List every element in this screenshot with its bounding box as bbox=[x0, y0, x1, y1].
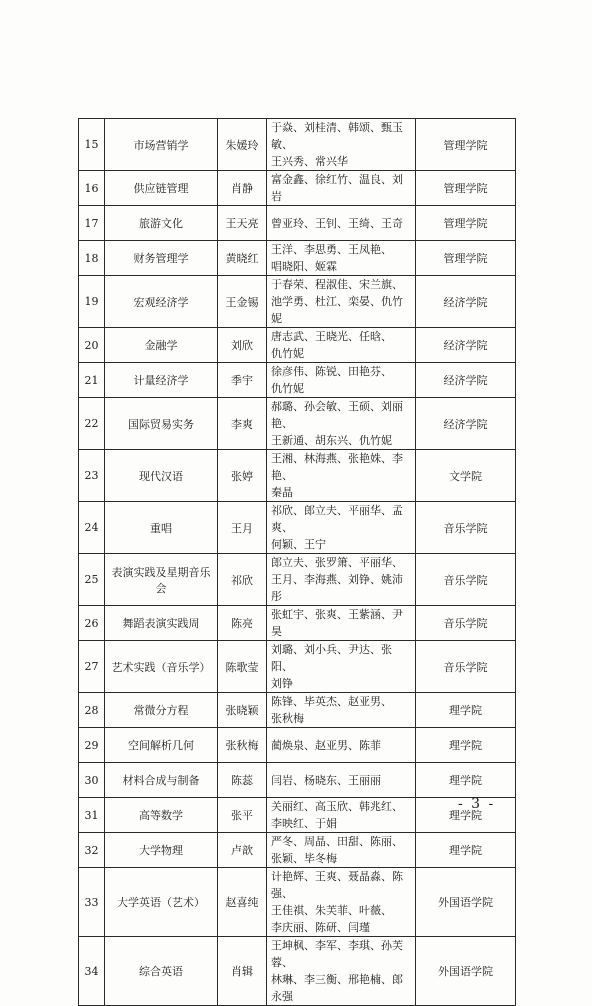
course-name: 大学英语（艺术） bbox=[105, 868, 218, 937]
college: 理学院 bbox=[416, 833, 516, 868]
member-line: 闫岩、杨晓东、王丽丽 bbox=[271, 773, 381, 787]
row-number: 19 bbox=[79, 276, 105, 328]
team-members bbox=[267, 606, 416, 641]
course-name: 现代汉语 bbox=[105, 450, 218, 502]
college: 理学院 bbox=[416, 798, 516, 833]
course-name: 计量经济学 bbox=[105, 363, 218, 398]
course-name: 旅游文化 bbox=[105, 206, 218, 241]
member-line: 徐彦伟、陈锐、田艳芬、 bbox=[271, 365, 392, 378]
team-members bbox=[267, 554, 416, 606]
college: 音乐学院 bbox=[416, 554, 516, 606]
table-row bbox=[79, 763, 516, 798]
course-name: 国际贸易实务 bbox=[105, 398, 218, 450]
member-line: 祁欣、郎立夫、平丽华、孟爽、 bbox=[271, 504, 403, 534]
table-row bbox=[79, 833, 516, 868]
team-leader: 肖静 bbox=[218, 171, 267, 206]
member-line: 池学勇、杜江、栾晏、仇竹妮 bbox=[271, 295, 403, 325]
college: 音乐学院 bbox=[416, 641, 516, 693]
college: 音乐学院 bbox=[416, 502, 516, 554]
course-name: 高等数学 bbox=[105, 798, 218, 833]
member-line: 张颖、毕冬梅 bbox=[271, 852, 337, 865]
table-row bbox=[79, 641, 516, 693]
table-row bbox=[79, 171, 516, 206]
course-name: 舞蹈表演实践周 bbox=[105, 606, 218, 641]
member-line: 王月、李海燕、刘铮、姚沛彤 bbox=[271, 573, 403, 603]
page-number: - 3 - bbox=[458, 796, 496, 812]
team-leader: 陈歌莹 bbox=[218, 641, 267, 693]
row-number: 29 bbox=[79, 728, 105, 763]
member-line: 郝璐、孙会敏、王硕、刘丽艳、 bbox=[271, 400, 403, 430]
table-row bbox=[79, 119, 516, 171]
table-row bbox=[79, 241, 516, 276]
team-members bbox=[267, 119, 416, 171]
team-leader: 陈蕊 bbox=[218, 763, 267, 798]
team-leader: 张秋梅 bbox=[218, 728, 267, 763]
member-line: 陈锋、毕英杰、赵亚男、 bbox=[271, 695, 392, 708]
college: 外国语学院 bbox=[416, 868, 516, 937]
college: 理学院 bbox=[416, 728, 516, 763]
member-line: 曾亚玲、王钊、王绮、王奇 bbox=[271, 216, 403, 230]
team-leader: 张晓颖 bbox=[218, 693, 267, 728]
team-leader: 王金锡 bbox=[218, 276, 267, 328]
college: 经济学院 bbox=[416, 363, 516, 398]
college: 音乐学院 bbox=[416, 606, 516, 641]
team-leader: 刘欣 bbox=[218, 328, 267, 363]
team-leader: 季宇 bbox=[218, 363, 267, 398]
college: 外国语学院 bbox=[416, 937, 516, 1006]
team-members bbox=[267, 276, 416, 328]
team-members bbox=[267, 728, 416, 763]
team-members bbox=[267, 641, 416, 693]
team-members bbox=[267, 693, 416, 728]
member-line: 刘璐、刘小兵、尹达、张阳、 bbox=[271, 643, 392, 673]
member-line: 王兴秀、常兴华 bbox=[271, 155, 348, 168]
team-members bbox=[267, 171, 416, 206]
table-row bbox=[79, 728, 516, 763]
team-leader: 张婷 bbox=[218, 450, 267, 502]
team-leader: 张平 bbox=[218, 798, 267, 833]
course-team-table bbox=[78, 118, 516, 1006]
team-members bbox=[267, 398, 416, 450]
member-line: 王湘、林海燕、张艳姝、李艳、 bbox=[271, 452, 403, 482]
member-line: 仇竹妮 bbox=[271, 347, 304, 360]
member-line: 张虹宇、张爽、王紫涵、尹昊 bbox=[271, 608, 403, 638]
college: 经济学院 bbox=[416, 276, 516, 328]
member-line: 李映红、于娟 bbox=[271, 817, 337, 830]
course-name: 重唱 bbox=[105, 502, 218, 554]
team-members bbox=[267, 798, 416, 833]
row-number: 20 bbox=[79, 328, 105, 363]
table-row bbox=[79, 937, 516, 1006]
row-number: 25 bbox=[79, 554, 105, 606]
member-line: 郎立夫、张罗箫、平丽华、 bbox=[271, 556, 403, 569]
team-members bbox=[267, 450, 416, 502]
team-leader: 赵喜纯 bbox=[218, 868, 267, 937]
team-members bbox=[267, 241, 416, 276]
member-line: 林琳、李三衡、邢艳楠、郎永强 bbox=[271, 973, 403, 1003]
college: 理学院 bbox=[416, 763, 516, 798]
course-name: 金融学 bbox=[105, 328, 218, 363]
course-name: 表演实践及星期音乐会 bbox=[105, 554, 218, 606]
team-leader: 陈亮 bbox=[218, 606, 267, 641]
member-line: 王佳祺、朱芙菲、叶薇、 bbox=[271, 904, 392, 917]
college: 管理学院 bbox=[416, 241, 516, 276]
row-number: 22 bbox=[79, 398, 105, 450]
member-line: 严冬、周晶、田甜、陈丽、 bbox=[271, 835, 403, 848]
member-line: 刘铮 bbox=[271, 677, 293, 690]
team-members bbox=[267, 833, 416, 868]
row-number: 27 bbox=[79, 641, 105, 693]
row-number: 17 bbox=[79, 206, 105, 241]
row-number: 30 bbox=[79, 763, 105, 798]
table-row bbox=[79, 868, 516, 937]
table-row bbox=[79, 693, 516, 728]
member-line: 仇竹妮 bbox=[271, 382, 304, 395]
row-number: 32 bbox=[79, 833, 105, 868]
team-leader: 肖辑 bbox=[218, 937, 267, 1006]
member-line: 王坤枫、李军、李琪、孙芙蓉、 bbox=[271, 939, 403, 969]
member-line: 关丽红、高玉欣、韩兆红、 bbox=[271, 800, 403, 813]
row-number: 15 bbox=[79, 119, 105, 171]
row-number: 21 bbox=[79, 363, 105, 398]
member-line: 于焱、刘桂清、韩颂、甄玉敏、 bbox=[271, 121, 403, 151]
course-name: 空间解析几何 bbox=[105, 728, 218, 763]
team-members bbox=[267, 206, 416, 241]
course-name: 大学物理 bbox=[105, 833, 218, 868]
course-name: 综合英语 bbox=[105, 937, 218, 1006]
table-row bbox=[79, 798, 516, 833]
table-row bbox=[79, 276, 516, 328]
member-line: 秦晶 bbox=[271, 486, 293, 499]
member-line: 唱晓阳、姬霖 bbox=[271, 260, 337, 273]
row-number: 16 bbox=[79, 171, 105, 206]
row-number: 28 bbox=[79, 693, 105, 728]
college: 理学院 bbox=[416, 693, 516, 728]
course-name: 财务管理学 bbox=[105, 241, 218, 276]
row-number: 24 bbox=[79, 502, 105, 554]
team-leader: 李爽 bbox=[218, 398, 267, 450]
row-number: 31 bbox=[79, 798, 105, 833]
member-line: 何颖、王宁 bbox=[271, 538, 326, 551]
team-leader: 朱媛玲 bbox=[218, 119, 267, 171]
course-name: 宏观经济学 bbox=[105, 276, 218, 328]
member-line: 计艳辉、王爽、聂晶淼、陈强、 bbox=[271, 870, 403, 900]
table-row bbox=[79, 606, 516, 641]
team-leader: 黄晓红 bbox=[218, 241, 267, 276]
course-name: 市场营销学 bbox=[105, 119, 218, 171]
team-members bbox=[267, 363, 416, 398]
member-line: 王洋、李思勇、王凤艳、 bbox=[271, 243, 392, 256]
course-name: 常微分方程 bbox=[105, 693, 218, 728]
college: 管理学院 bbox=[416, 206, 516, 241]
college: 文学院 bbox=[416, 450, 516, 502]
row-number: 23 bbox=[79, 450, 105, 502]
team-leader: 王天亮 bbox=[218, 206, 267, 241]
member-line: 张秋梅 bbox=[271, 712, 304, 725]
team-leader: 祁欣 bbox=[218, 554, 267, 606]
table-row bbox=[79, 328, 516, 363]
course-name: 材料合成与制备 bbox=[105, 763, 218, 798]
table-row bbox=[79, 398, 516, 450]
member-line: 于春荣、程淑佳、宋兰旗、 bbox=[271, 278, 403, 291]
team-members bbox=[267, 868, 416, 937]
college: 管理学院 bbox=[416, 119, 516, 171]
table-row bbox=[79, 450, 516, 502]
course-name: 供应链管理 bbox=[105, 171, 218, 206]
team-leader: 王月 bbox=[218, 502, 267, 554]
member-line: 李庆丽、陈研、闫瑾 bbox=[271, 921, 370, 934]
row-number: 18 bbox=[79, 241, 105, 276]
table-row bbox=[79, 502, 516, 554]
team-members bbox=[267, 328, 416, 363]
team-members bbox=[267, 937, 416, 1006]
college: 经济学院 bbox=[416, 328, 516, 363]
member-line: 唐志武、王晓光、任晗、 bbox=[271, 330, 392, 343]
table-row bbox=[79, 363, 516, 398]
row-number: 33 bbox=[79, 868, 105, 937]
college: 经济学院 bbox=[416, 398, 516, 450]
row-number: 26 bbox=[79, 606, 105, 641]
table-row bbox=[79, 206, 516, 241]
row-number: 34 bbox=[79, 937, 105, 1006]
member-line: 王新通、胡东兴、仇竹妮 bbox=[271, 434, 392, 447]
course-name: 艺术实践（音乐学） bbox=[105, 641, 218, 693]
college: 管理学院 bbox=[416, 171, 516, 206]
member-line: 富金鑫、徐红竹、温良、刘岩 bbox=[271, 173, 403, 203]
team-members bbox=[267, 763, 416, 798]
member-line: 蔺焕泉、赵亚男、陈菲 bbox=[271, 738, 381, 752]
team-leader: 卢歆 bbox=[218, 833, 267, 868]
team-members bbox=[267, 502, 416, 554]
table-row bbox=[79, 554, 516, 606]
